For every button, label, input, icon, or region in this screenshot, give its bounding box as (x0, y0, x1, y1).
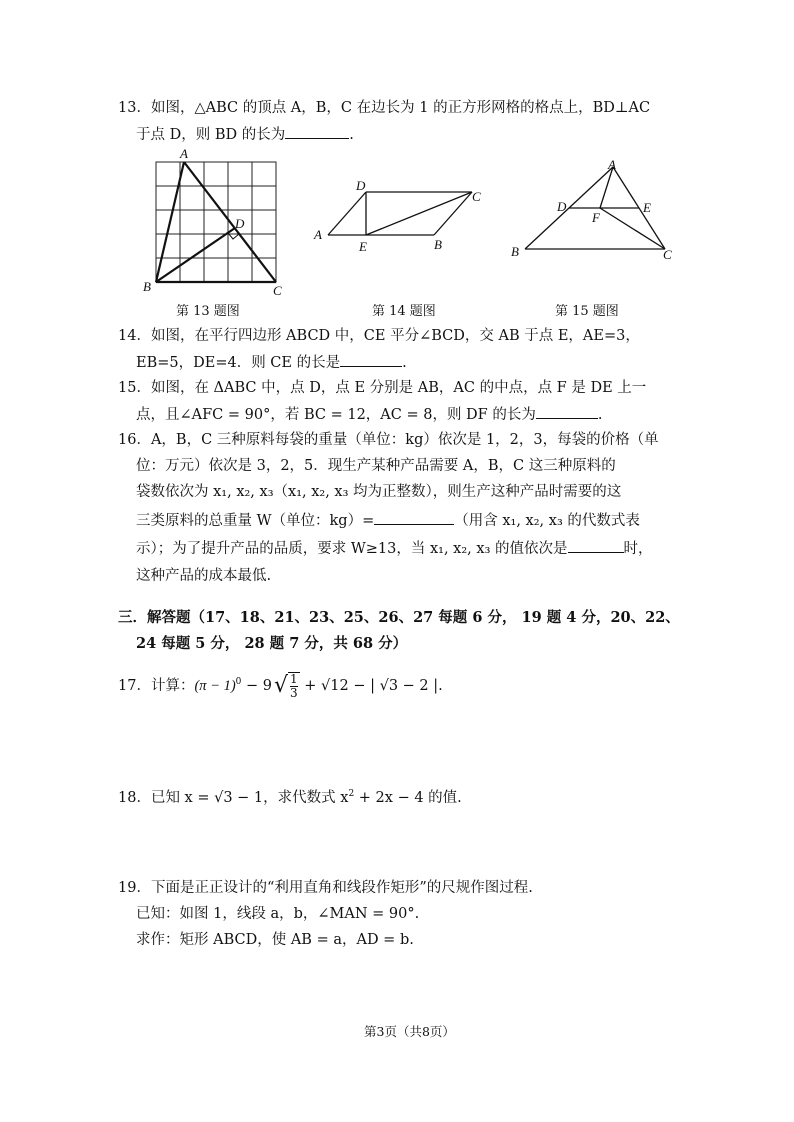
q17-expr-c: + √12 − | √3 − 2 |. (299, 678, 443, 694)
q16-line5-text: 示）；为了提升产品的品质，要求 W≥13，当 x₁, x₂, x₃ 的值依次是 (136, 541, 568, 557)
q16-line5 (136, 538, 653, 559)
q14-answer-blank (340, 352, 402, 367)
q15-line2-text: 点，且∠AFC = 90°，若 BC = 12，AC = 8，则 DF 的长为 (136, 407, 536, 423)
q14-line2 (136, 352, 407, 373)
q17-radical-sign: √ (274, 673, 289, 698)
figure-14 (310, 175, 490, 255)
q16-line2: 位：万元）依次是 3，2，5．现生产某种产品需要 A，B，C 这三种原料的 (136, 458, 616, 474)
q13-line2-text: 于点 D，则 BD 的长为 (136, 127, 286, 143)
q18-text-b: + 2x − 4 的值. (354, 790, 462, 806)
q19-line3: 求作：矩形 ABCD，使 AB = a，AD = b. (136, 932, 414, 948)
figure-15-caption: 第 15 题图 (555, 304, 619, 319)
q17-exponent: 0 (235, 677, 242, 687)
q16-line4-text: 三类原料的总重量 W（单位：kg）= (136, 513, 375, 529)
figure-15-label-d: D (557, 199, 567, 214)
figure-13 (140, 148, 300, 298)
q16-line6: 这种产品的成本最低. (136, 568, 272, 584)
q19-line2: 已知：如图 1，线段 a，b，∠MAN = 90°. (136, 906, 420, 922)
q13-line2 (136, 124, 354, 145)
q15-answer-blank (536, 404, 598, 419)
figure-15-label-b: B (511, 244, 519, 259)
q17-line (118, 672, 443, 700)
page-footer: 第3页（共8页） (364, 1024, 455, 1039)
section3-heading-line2: 24 每题 5 分， 28 题 7 分，共 68 分） (136, 635, 408, 652)
q18-text-a: 18．已知 x = √3 − 1，求代数式 x (118, 790, 349, 806)
q16-values-blank (568, 538, 624, 553)
q16-line4-end: （用含 x₁, x₂, x₃ 的代数式表 (454, 513, 640, 529)
figure-13-triangle (156, 162, 276, 282)
q14-line2-end: . (402, 355, 407, 371)
figure-15-label-c: C (663, 247, 672, 262)
figure-14-label-d: D (356, 178, 366, 193)
figure-13-label-b: B (143, 279, 151, 294)
q17-label: 17．计算： (118, 678, 195, 694)
figure-14-label-e: E (359, 239, 367, 254)
figure-13-label-a: A (180, 148, 188, 161)
q17-expr-b: − 9 (241, 678, 272, 694)
q17-numerator: 1 (290, 672, 298, 686)
figure-15-label-e: E (643, 200, 651, 215)
q17-expr-a: (π − 1) (194, 678, 236, 694)
q16-line3: 袋数依次为 x₁, x₂, x₃（x₁, x₂, x₃ 均为正整数），则生产这种产品时需要的这 (136, 484, 622, 500)
q13-answer-blank (285, 124, 349, 139)
section3-heading-line1: 三．解答题（17、18、21、23、25、26、27 每题 6 分， 19 题 4 分，20、22、 (118, 609, 680, 626)
figure-13-caption: 第 13 题图 (176, 304, 240, 319)
q15-line2-end: . (597, 407, 603, 423)
q14-line2-text: EB=5，DE=4．则 CE 的长是 (136, 355, 341, 371)
q14-line1: 14．如图，在平行四边形 ABCD 中，CE 平分∠BCD，交 AB 于点 E，AE=3， (118, 328, 640, 344)
figure-14-label-b: B (434, 237, 442, 252)
q17-denominator: 3 (290, 686, 298, 700)
figure-13-label-d: D (235, 216, 245, 231)
q16-line4 (136, 510, 640, 531)
figure-13-grid (156, 162, 276, 282)
q13-line1: 13．如图，△ABC 的顶点 A，B，C 在边长为 1 的正方形网格的格点上，BD⊥AC (118, 100, 651, 116)
q15-line1: 15．如图，在 ΔABC 中，点 D，点 E 分别是 AB，AC 的中点，点 F 是 DE 上一 (118, 380, 647, 396)
figure-14-label-c: C (472, 189, 481, 204)
q18-square: 2 (348, 789, 355, 799)
figure-13-label-c: C (273, 283, 282, 298)
figure-14-label-a: A (314, 227, 322, 242)
q18-line (118, 784, 462, 808)
q17-sqrt-fraction (274, 672, 300, 700)
q13-line2-end: . (349, 127, 354, 143)
q16-line1: 16．A，B，C 三种原料每袋的重量（单位：kg）依次是 1，2，3，每袋的价格（单 (118, 432, 659, 448)
figure-15 (505, 155, 685, 265)
q19-line1: 19．下面是正正设计的“利用直角和线段作矩形”的尺规作图过程. (118, 880, 533, 896)
figure-14-caption: 第 14 题图 (372, 304, 436, 319)
figure-15-label-f: F (592, 210, 600, 225)
q16-line5-end: 时， (623, 541, 653, 557)
figure-15-label-a: A (608, 157, 616, 172)
q15-line2 (136, 404, 602, 425)
q17-fraction (288, 672, 300, 700)
q16-weight-blank (374, 510, 454, 525)
figure-14-parallelogram (328, 192, 472, 235)
